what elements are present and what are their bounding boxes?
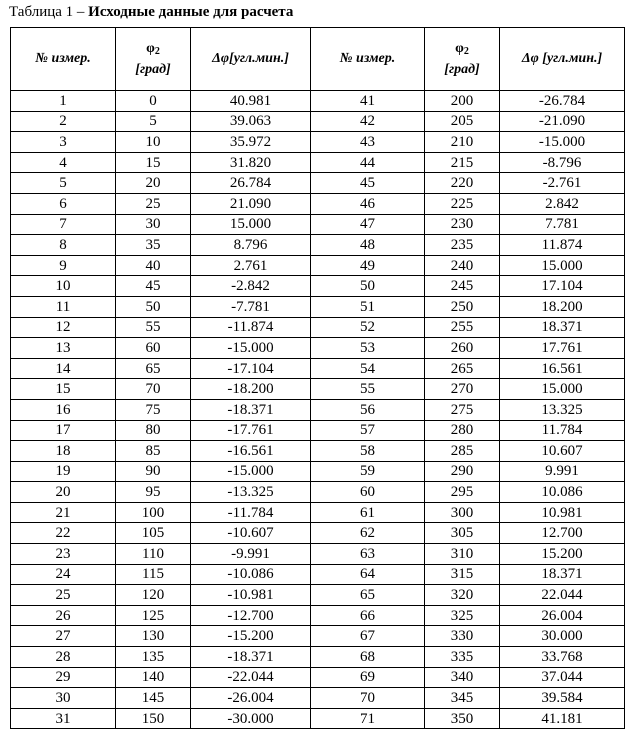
cell-measure-num: 55: [311, 379, 425, 400]
cell-phi: 200: [425, 91, 500, 112]
table-row: [11, 214, 625, 235]
cell-phi: 20: [116, 173, 191, 194]
cell-measure-num: 57: [311, 420, 425, 441]
cell-measure-num: 50: [311, 276, 425, 297]
cell-phi: 120: [116, 585, 191, 606]
cell-phi: 205: [425, 111, 500, 132]
table-row: [11, 626, 625, 647]
cell-delta-phi: -11.874: [191, 317, 311, 338]
cell-measure-num: 13: [11, 338, 116, 359]
table-row: [11, 235, 625, 256]
header-row: [11, 28, 625, 91]
cell-phi: 140: [116, 667, 191, 688]
table-row: [11, 605, 625, 626]
cell-phi: 275: [425, 399, 500, 420]
table-caption: [9, 3, 293, 21]
data-table: [10, 27, 625, 729]
table-row: [11, 173, 625, 194]
delta-symbol: Δφ: [212, 51, 230, 66]
cell-delta-phi: 7.781: [500, 214, 625, 235]
cell-phi: 0: [116, 91, 191, 112]
cell-delta-phi: 10.607: [500, 441, 625, 462]
cell-delta-phi: -21.090: [500, 111, 625, 132]
cell-measure-num: 60: [311, 482, 425, 503]
delta-unit: [угл.мин.]: [229, 51, 289, 66]
cell-measure-num: 58: [311, 441, 425, 462]
cell-measure-num: 49: [311, 255, 425, 276]
cell-measure-num: 63: [311, 544, 425, 565]
cell-phi: 325: [425, 605, 500, 626]
cell-delta-phi: -2.761: [500, 173, 625, 194]
cell-delta-phi: -18.200: [191, 379, 311, 400]
cell-delta-phi: -17.761: [191, 420, 311, 441]
cell-measure-num: 67: [311, 626, 425, 647]
cell-delta-phi: 17.761: [500, 338, 625, 359]
cell-phi: 300: [425, 502, 500, 523]
cell-measure-num: 59: [311, 461, 425, 482]
cell-measure-num: 3: [11, 132, 116, 153]
cell-measure-num: 51: [311, 296, 425, 317]
cell-measure-num: 48: [311, 235, 425, 256]
cell-phi: 265: [425, 358, 500, 379]
header-delta-right: [500, 28, 625, 91]
cell-phi: 235: [425, 235, 500, 256]
cell-delta-phi: 18.200: [500, 296, 625, 317]
cell-delta-phi: -18.371: [191, 399, 311, 420]
cell-phi: 75: [116, 399, 191, 420]
cell-delta-phi: -7.781: [191, 296, 311, 317]
delta-unit: [угл.мин.]: [542, 51, 603, 66]
cell-delta-phi: 26.004: [500, 605, 625, 626]
cell-phi: 330: [425, 626, 500, 647]
cell-delta-phi: 15.000: [500, 379, 625, 400]
cell-measure-num: 4: [11, 152, 116, 173]
cell-phi: 290: [425, 461, 500, 482]
table-row: [11, 688, 625, 709]
cell-phi: 335: [425, 647, 500, 668]
cell-measure-num: 70: [311, 688, 425, 709]
table-row: [11, 461, 625, 482]
cell-measure-num: 20: [11, 482, 116, 503]
cell-phi: 260: [425, 338, 500, 359]
cell-measure-num: 43: [311, 132, 425, 153]
cell-phi: 90: [116, 461, 191, 482]
cell-phi: 145: [116, 688, 191, 709]
cell-measure-num: 71: [311, 708, 425, 729]
table-row: [11, 91, 625, 112]
phi-unit: [град]: [444, 61, 480, 77]
cell-measure-num: 22: [11, 523, 116, 544]
phi-symbol: φ: [455, 40, 464, 56]
cell-delta-phi: -15.000: [191, 338, 311, 359]
cell-delta-phi: 31.820: [191, 152, 311, 173]
cell-phi: 70: [116, 379, 191, 400]
cell-phi: 280: [425, 420, 500, 441]
cell-phi: 210: [425, 132, 500, 153]
cell-delta-phi: 15.000: [500, 255, 625, 276]
table-row: [11, 255, 625, 276]
cell-delta-phi: -13.325: [191, 482, 311, 503]
cell-phi: 25: [116, 193, 191, 214]
cell-measure-num: 6: [11, 193, 116, 214]
cell-delta-phi: -8.796: [500, 152, 625, 173]
cell-delta-phi: 35.972: [191, 132, 311, 153]
cell-measure-num: 62: [311, 523, 425, 544]
cell-phi: 60: [116, 338, 191, 359]
cell-delta-phi: -26.784: [500, 91, 625, 112]
cell-phi: 350: [425, 708, 500, 729]
cell-phi: 130: [116, 626, 191, 647]
cell-phi: 315: [425, 564, 500, 585]
cell-measure-num: 11: [11, 296, 116, 317]
cell-phi: 115: [116, 564, 191, 585]
cell-measure-num: 46: [311, 193, 425, 214]
table-row: [11, 667, 625, 688]
cell-measure-num: 52: [311, 317, 425, 338]
cell-measure-num: 21: [11, 502, 116, 523]
table-row: [11, 708, 625, 729]
cell-phi: 345: [425, 688, 500, 709]
cell-measure-num: 27: [11, 626, 116, 647]
cell-delta-phi: 22.044: [500, 585, 625, 606]
cell-measure-num: 7: [11, 214, 116, 235]
phi-symbol: φ: [146, 40, 155, 56]
cell-measure-num: 31: [11, 708, 116, 729]
cell-phi: 35: [116, 235, 191, 256]
cell-phi: 45: [116, 276, 191, 297]
cell-measure-num: 18: [11, 441, 116, 462]
cell-measure-num: 16: [11, 399, 116, 420]
cell-delta-phi: -10.607: [191, 523, 311, 544]
cell-delta-phi: 2.842: [500, 193, 625, 214]
cell-delta-phi: 26.784: [191, 173, 311, 194]
cell-measure-num: 61: [311, 502, 425, 523]
cell-delta-phi: 16.561: [500, 358, 625, 379]
phi-subscript: 2: [154, 45, 160, 57]
header-measure-num-right: № измер.: [311, 28, 425, 91]
header-measure-num-left: № измер.: [11, 28, 116, 91]
cell-phi: 125: [116, 605, 191, 626]
cell-measure-num: 19: [11, 461, 116, 482]
table-row: [11, 647, 625, 668]
cell-delta-phi: -22.044: [191, 667, 311, 688]
cell-phi: 340: [425, 667, 500, 688]
cell-measure-num: 65: [311, 585, 425, 606]
cell-measure-num: 29: [11, 667, 116, 688]
cell-delta-phi: 2.761: [191, 255, 311, 276]
cell-measure-num: 2: [11, 111, 116, 132]
cell-measure-num: 56: [311, 399, 425, 420]
cell-phi: 110: [116, 544, 191, 565]
table-row: [11, 338, 625, 359]
table-row: [11, 276, 625, 297]
cell-delta-phi: -16.561: [191, 441, 311, 462]
cell-delta-phi: -15.000: [191, 461, 311, 482]
cell-phi: 245: [425, 276, 500, 297]
cell-delta-phi: 12.700: [500, 523, 625, 544]
cell-delta-phi: 30.000: [500, 626, 625, 647]
table-row: [11, 482, 625, 503]
cell-phi: 285: [425, 441, 500, 462]
cell-delta-phi: -2.842: [191, 276, 311, 297]
cell-delta-phi: 11.784: [500, 420, 625, 441]
cell-delta-phi: 15.200: [500, 544, 625, 565]
cell-delta-phi: 13.325: [500, 399, 625, 420]
cell-delta-phi: 39.063: [191, 111, 311, 132]
cell-delta-phi: 40.981: [191, 91, 311, 112]
cell-delta-phi: -10.086: [191, 564, 311, 585]
cell-delta-phi: 18.371: [500, 564, 625, 585]
cell-phi: 80: [116, 420, 191, 441]
cell-delta-phi: 17.104: [500, 276, 625, 297]
table-row: [11, 420, 625, 441]
cell-delta-phi: -11.784: [191, 502, 311, 523]
cell-phi: 15: [116, 152, 191, 173]
table-row: [11, 193, 625, 214]
header-phi-right: [425, 28, 500, 91]
table-row: [11, 152, 625, 173]
cell-delta-phi: 11.874: [500, 235, 625, 256]
cell-delta-phi: 8.796: [191, 235, 311, 256]
cell-measure-num: 47: [311, 214, 425, 235]
caption-prefix: Таблица 1 –: [9, 4, 89, 20]
cell-phi: 305: [425, 523, 500, 544]
header-delta-left: [191, 28, 311, 91]
cell-measure-num: 8: [11, 235, 116, 256]
table-row: [11, 317, 625, 338]
table-row: [11, 379, 625, 400]
cell-phi: 55: [116, 317, 191, 338]
cell-measure-num: 68: [311, 647, 425, 668]
cell-measure-num: 45: [311, 173, 425, 194]
cell-measure-num: 5: [11, 173, 116, 194]
cell-phi: 255: [425, 317, 500, 338]
table-row: [11, 399, 625, 420]
cell-phi: 105: [116, 523, 191, 544]
cell-measure-num: 64: [311, 564, 425, 585]
cell-measure-num: 12: [11, 317, 116, 338]
cell-measure-num: 69: [311, 667, 425, 688]
cell-measure-num: 9: [11, 255, 116, 276]
header-phi-left: [116, 28, 191, 91]
table-row: [11, 358, 625, 379]
cell-measure-num: 23: [11, 544, 116, 565]
cell-delta-phi: -26.004: [191, 688, 311, 709]
cell-phi: 320: [425, 585, 500, 606]
table-row: [11, 132, 625, 153]
table-row: [11, 523, 625, 544]
cell-delta-phi: 41.181: [500, 708, 625, 729]
cell-measure-num: 28: [11, 647, 116, 668]
cell-measure-num: 24: [11, 564, 116, 585]
cell-phi: 310: [425, 544, 500, 565]
table-header: [11, 28, 625, 91]
cell-delta-phi: 33.768: [500, 647, 625, 668]
cell-delta-phi: 18.371: [500, 317, 625, 338]
cell-delta-phi: 39.584: [500, 688, 625, 709]
cell-measure-num: 17: [11, 420, 116, 441]
cell-measure-num: 14: [11, 358, 116, 379]
cell-phi: 240: [425, 255, 500, 276]
table-row: [11, 296, 625, 317]
cell-measure-num: 15: [11, 379, 116, 400]
cell-delta-phi: -15.200: [191, 626, 311, 647]
cell-phi: 230: [425, 214, 500, 235]
table-row: [11, 441, 625, 462]
table-row: [11, 502, 625, 523]
cell-measure-num: 26: [11, 605, 116, 626]
cell-measure-num: 41: [311, 91, 425, 112]
cell-phi: 5: [116, 111, 191, 132]
cell-phi: 215: [425, 152, 500, 173]
cell-phi: 225: [425, 193, 500, 214]
cell-phi: 135: [116, 647, 191, 668]
cell-measure-num: 25: [11, 585, 116, 606]
cell-phi: 220: [425, 173, 500, 194]
cell-phi: 270: [425, 379, 500, 400]
cell-delta-phi: 10.981: [500, 502, 625, 523]
cell-delta-phi: -12.700: [191, 605, 311, 626]
cell-delta-phi: 37.044: [500, 667, 625, 688]
table-row: [11, 564, 625, 585]
table-body: [11, 91, 625, 729]
cell-measure-num: 53: [311, 338, 425, 359]
cell-phi: 150: [116, 708, 191, 729]
table-row: [11, 585, 625, 606]
table-row: [11, 544, 625, 565]
table-row: [11, 111, 625, 132]
phi-unit: [град]: [135, 61, 171, 77]
cell-phi: 40: [116, 255, 191, 276]
cell-measure-num: 42: [311, 111, 425, 132]
caption-title: Исходные данные для расчета: [88, 4, 294, 20]
cell-phi: 250: [425, 296, 500, 317]
cell-delta-phi: -15.000: [500, 132, 625, 153]
cell-phi: 95: [116, 482, 191, 503]
cell-phi: 295: [425, 482, 500, 503]
cell-delta-phi: 9.991: [500, 461, 625, 482]
cell-delta-phi: 10.086: [500, 482, 625, 503]
cell-measure-num: 30: [11, 688, 116, 709]
phi-subscript: 2: [463, 45, 469, 57]
cell-measure-num: 10: [11, 276, 116, 297]
cell-delta-phi: -17.104: [191, 358, 311, 379]
cell-phi: 65: [116, 358, 191, 379]
cell-delta-phi: -10.981: [191, 585, 311, 606]
cell-delta-phi: -18.371: [191, 647, 311, 668]
cell-measure-num: 44: [311, 152, 425, 173]
cell-phi: 30: [116, 214, 191, 235]
cell-delta-phi: 21.090: [191, 193, 311, 214]
cell-phi: 85: [116, 441, 191, 462]
cell-delta-phi: -9.991: [191, 544, 311, 565]
cell-measure-num: 54: [311, 358, 425, 379]
delta-symbol: Δφ: [521, 51, 539, 66]
cell-delta-phi: -30.000: [191, 708, 311, 729]
cell-phi: 10: [116, 132, 191, 153]
cell-phi: 100: [116, 502, 191, 523]
cell-delta-phi: 15.000: [191, 214, 311, 235]
cell-measure-num: 66: [311, 605, 425, 626]
cell-measure-num: 1: [11, 91, 116, 112]
cell-phi: 50: [116, 296, 191, 317]
